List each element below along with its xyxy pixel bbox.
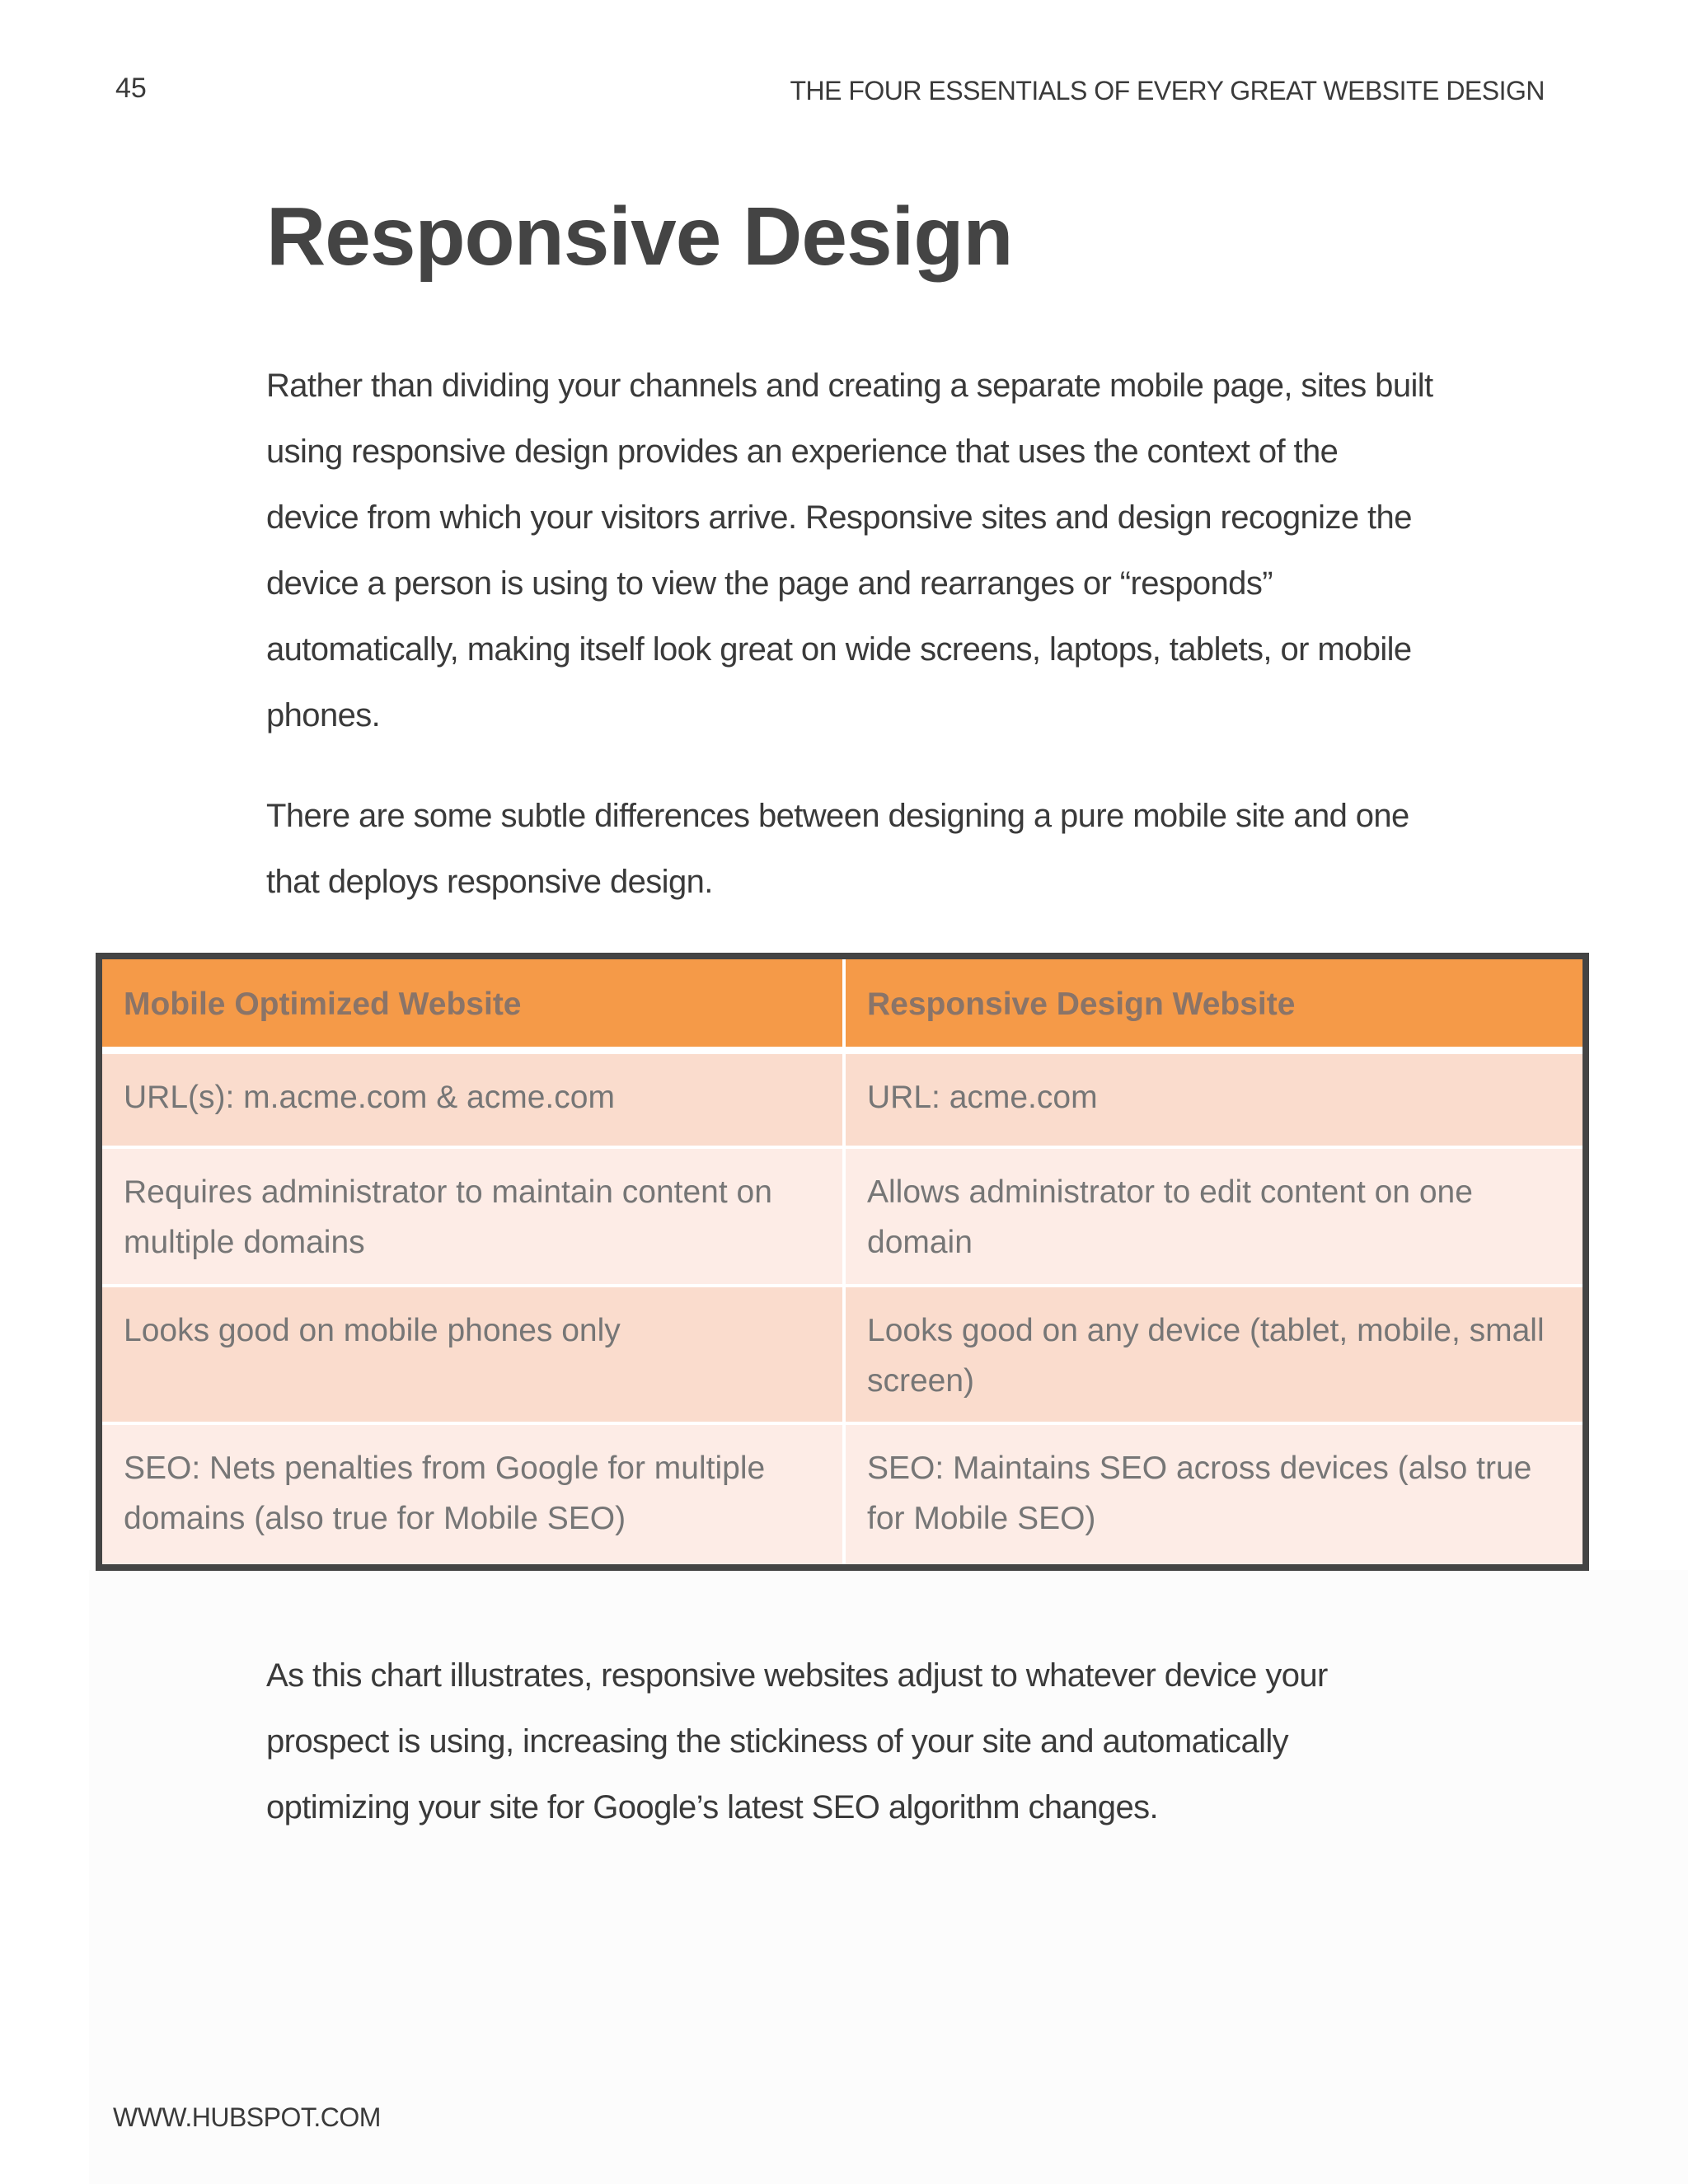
table-row bbox=[102, 1423, 1582, 1564]
table-cell: URL(s): m.acme.com & acme.com bbox=[102, 1050, 844, 1147]
table-cell: Requires administrator to maintain content on multiple domains bbox=[102, 1147, 844, 1286]
running-header: THE FOUR ESSENTIALS OF EVERY GREAT WEBSITE DESIGN bbox=[790, 76, 1545, 105]
comparison-table bbox=[96, 953, 1589, 1571]
table-cell: SEO: Nets penalties from Google for multiple domains (also true for Mobile SEO) bbox=[102, 1423, 844, 1564]
intro-paragraph: Rather than dividing your channels and creating a separate mobile page, sites built using responsive design provides an experience that uses the context of the device from which your visitors arrive. Responsive sites and design recognize the device a person is using to view the page and rearranges or “responds” automatically, making itself look great on wide screens, laptops, tablets, or mobile phones. bbox=[266, 368, 1433, 733]
header-responsive-design: Responsive Design Website bbox=[844, 959, 1582, 1050]
table-cell: Looks good on mobile phones only bbox=[102, 1286, 844, 1424]
footer-url: WWW.HUBSPOT.COM bbox=[113, 2102, 381, 2132]
page-title: Responsive Design bbox=[266, 190, 1013, 283]
table-cell: SEO: Maintains SEO across devices (also true for Mobile SEO) bbox=[844, 1423, 1582, 1564]
table-cell: Looks good on any device (tablet, mobile, small screen) bbox=[844, 1286, 1582, 1424]
differences-paragraph: There are some subtle differences between designing a pure mobile site and one that deploys responsive design. bbox=[266, 798, 1409, 900]
table-row bbox=[102, 1050, 1582, 1147]
table-cell: Allows administrator to edit content on one domain bbox=[844, 1147, 1582, 1286]
table-row bbox=[102, 1286, 1582, 1424]
header-mobile-optimized: Mobile Optimized Website bbox=[102, 959, 844, 1050]
page-number: 45 bbox=[115, 73, 147, 104]
table-header-row bbox=[102, 959, 1582, 1050]
conclusion-paragraph: As this chart illustrates, responsive websites adjust to whatever device your prospect is using, increasing the stickiness of your site and automatically optimizing your site for Google’s latest SEO algorithm changes. bbox=[266, 1657, 1328, 1825]
table-row bbox=[102, 1147, 1582, 1286]
table-cell: URL: acme.com bbox=[844, 1050, 1582, 1147]
